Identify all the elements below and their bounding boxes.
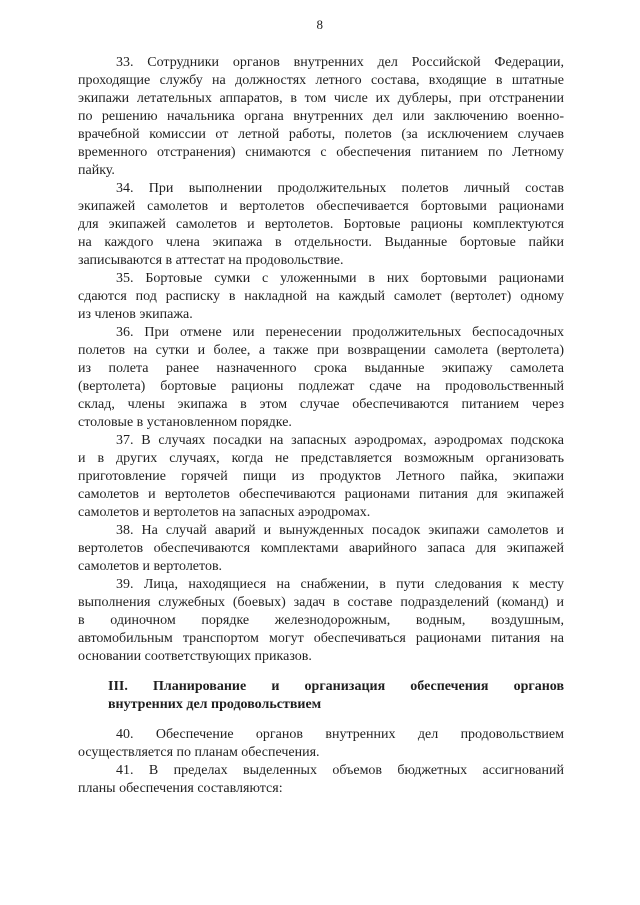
heading-line: III. Планирование и организация обеспечения органов [108,679,564,694]
text-line: полетов на сутки и более, а также при возвращении самолета (вертолета) [78,343,564,358]
text-line: 35. Бортовые сумки с уложенными в них бортовыми рационами [116,271,564,286]
paragraph-37 [78,432,564,522]
text-line: самолетов и вертолетов обеспечиваются рационами питания для экипажей [78,487,564,502]
text-line: планы обеспечения составляются: [78,781,283,796]
heading-line: внутренних дел продовольствием [108,697,322,712]
text-line: из полета ранее назначенного срока выданные экипажу самолета [78,361,564,376]
paragraph-34 [78,180,564,270]
text-line: основании соответствующих приказов. [78,649,312,664]
text-line: и в других случаях, когда не представляется возможным организовать [78,451,564,466]
document-body [78,54,564,798]
paragraph-38 [78,522,564,576]
text-line: пайку. [78,163,115,178]
text-line: самолетов и вертолетов на запасных аэродромах. [78,505,371,520]
text-line: на каждого члена экипажа в отдельности. Выданные бортовые пайки [78,235,564,250]
text-line: выполнения служебных (боевых) задач в составе подразделений (команд) и [78,595,564,610]
text-line: врачебной комиссии от летной работы, полетов (за исключением случаев [78,127,564,142]
text-line: по решению начальника органа внутренних дел или заключению военно- [78,109,564,124]
paragraph-33 [78,54,564,180]
text-line: склад, члены экипажа в этом случае обеспечиваются питанием через [78,397,564,412]
text-line: 33. Сотрудники органов внутренних дел Российской Федерации, [116,55,564,70]
text-line: вертолетов обеспечиваются комплектами аварийного запаса для экипажей [78,541,564,556]
text-line: проходящие службу на должностях летного состава, входящие в штатные [78,73,564,88]
text-line: приготовление горячей пищи из продуктов Летного пайка, экипажи [78,469,564,484]
page-number: 8 [316,17,324,32]
text-line: 34. При выполнении продолжительных полетов личный состав [116,181,564,196]
text-line: экипажи летательных аппаратов, в том числе их дублеры, при отстранении [78,91,564,106]
text-line: 37. В случаях посадки на запасных аэродромах, аэродромах подскока [116,433,564,448]
paragraph-41 [78,762,564,798]
text-line: автомобильным транспортом могут обеспечиваться рационами питания на [78,631,564,646]
text-line: 41. В пределах выделенных объемов бюджетных ассигнований [116,763,564,778]
section-heading-iii [108,678,564,714]
text-line: для экипажей самолетов и вертолетов. Бортовые рационы комплектуются [78,217,564,232]
text-line: в одиночном порядке железнодорожным, водным, воздушным, [78,613,564,628]
text-line: 36. При отмене или перенесении продолжительных беспосадочных [116,325,564,340]
text-line: временного отстранения) снимаются с обеспечения питанием по Летному [78,145,564,160]
text-line: 40. Обеспечение органов внутренних дел продовольствием [116,727,564,742]
text-line: из членов экипажа. [78,307,193,322]
paragraph-36 [78,324,564,432]
text-line: 39. Лица, находящиеся на снабжении, в пути следования к месту [116,577,564,592]
text-line: записываются в аттестат на продовольствие. [78,253,344,268]
text-line: сдаются под расписку в накладной на каждый самолет (вертолет) одному [78,289,564,304]
text-line: (вертолета) бортовые рационы подлежат сдаче на продовольственный [78,379,564,394]
paragraph-39 [78,576,564,666]
text-line: столовые в установленном порядке. [78,415,292,430]
text-line: самолетов и вертолетов. [78,559,223,574]
text-line: осуществляется по планам обеспечения. [78,745,320,760]
text-line: 38. На случай аварий и вынужденных посадок экипажи самолетов и [116,523,564,538]
text-line: экипажей самолетов и вертолетов обеспечивается бортовыми рационами [78,199,564,214]
paragraph-35 [78,270,564,324]
paragraph-40 [78,726,564,762]
